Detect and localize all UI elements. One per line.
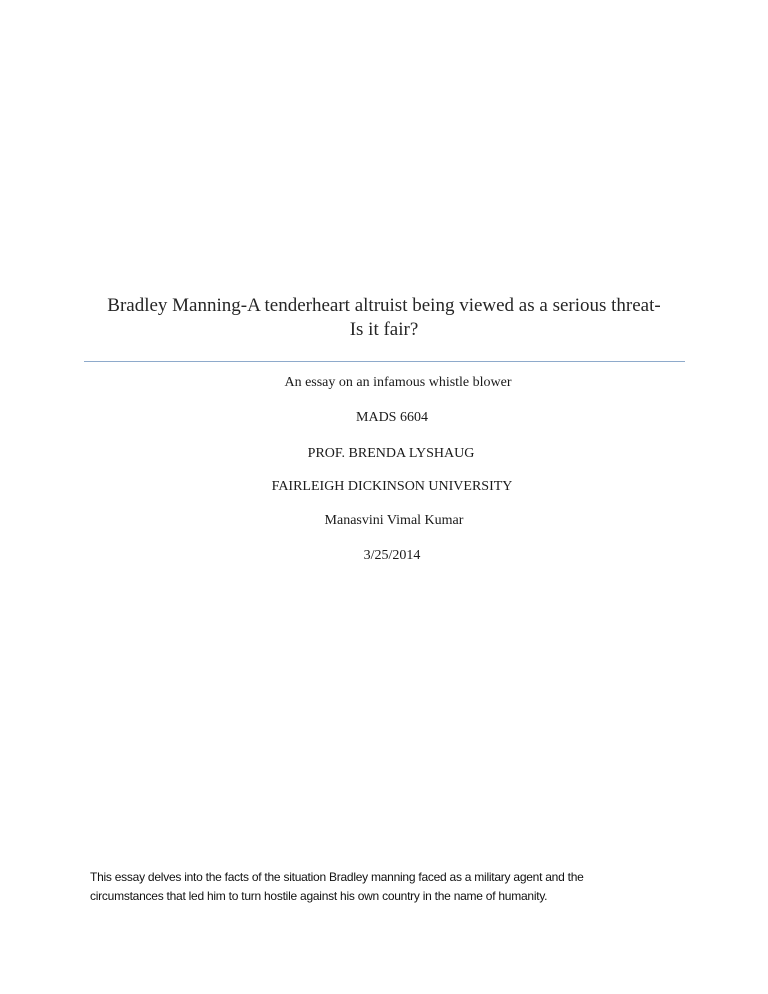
author-name: Manasvini Vimal Kumar <box>324 513 464 528</box>
essay-subtitle: An essay on an infamous whistle blower <box>284 375 512 390</box>
title-line-2: Is it fair? <box>349 319 419 340</box>
title-line-1: Bradley Manning-A tenderheart altruist being viewed as a serious threat- <box>107 295 661 316</box>
abstract-line-1: This essay delves into the facts of the situation Bradley manning faced as a military agent and the <box>90 870 584 884</box>
essay-date: 3/25/2014 <box>363 548 421 563</box>
document-title <box>80 294 688 342</box>
course-code: MADS 6604 <box>356 410 428 425</box>
abstract <box>90 868 650 906</box>
title-divider <box>84 361 685 362</box>
professor-name: PROF. BRENDA LYSHAUG <box>307 446 475 461</box>
university-name: FAIRLEIGH DICKINSON UNIVERSITY <box>271 479 513 494</box>
abstract-line-2: circumstances that led him to turn hostile against his own country in the name of humanity. <box>90 889 548 903</box>
